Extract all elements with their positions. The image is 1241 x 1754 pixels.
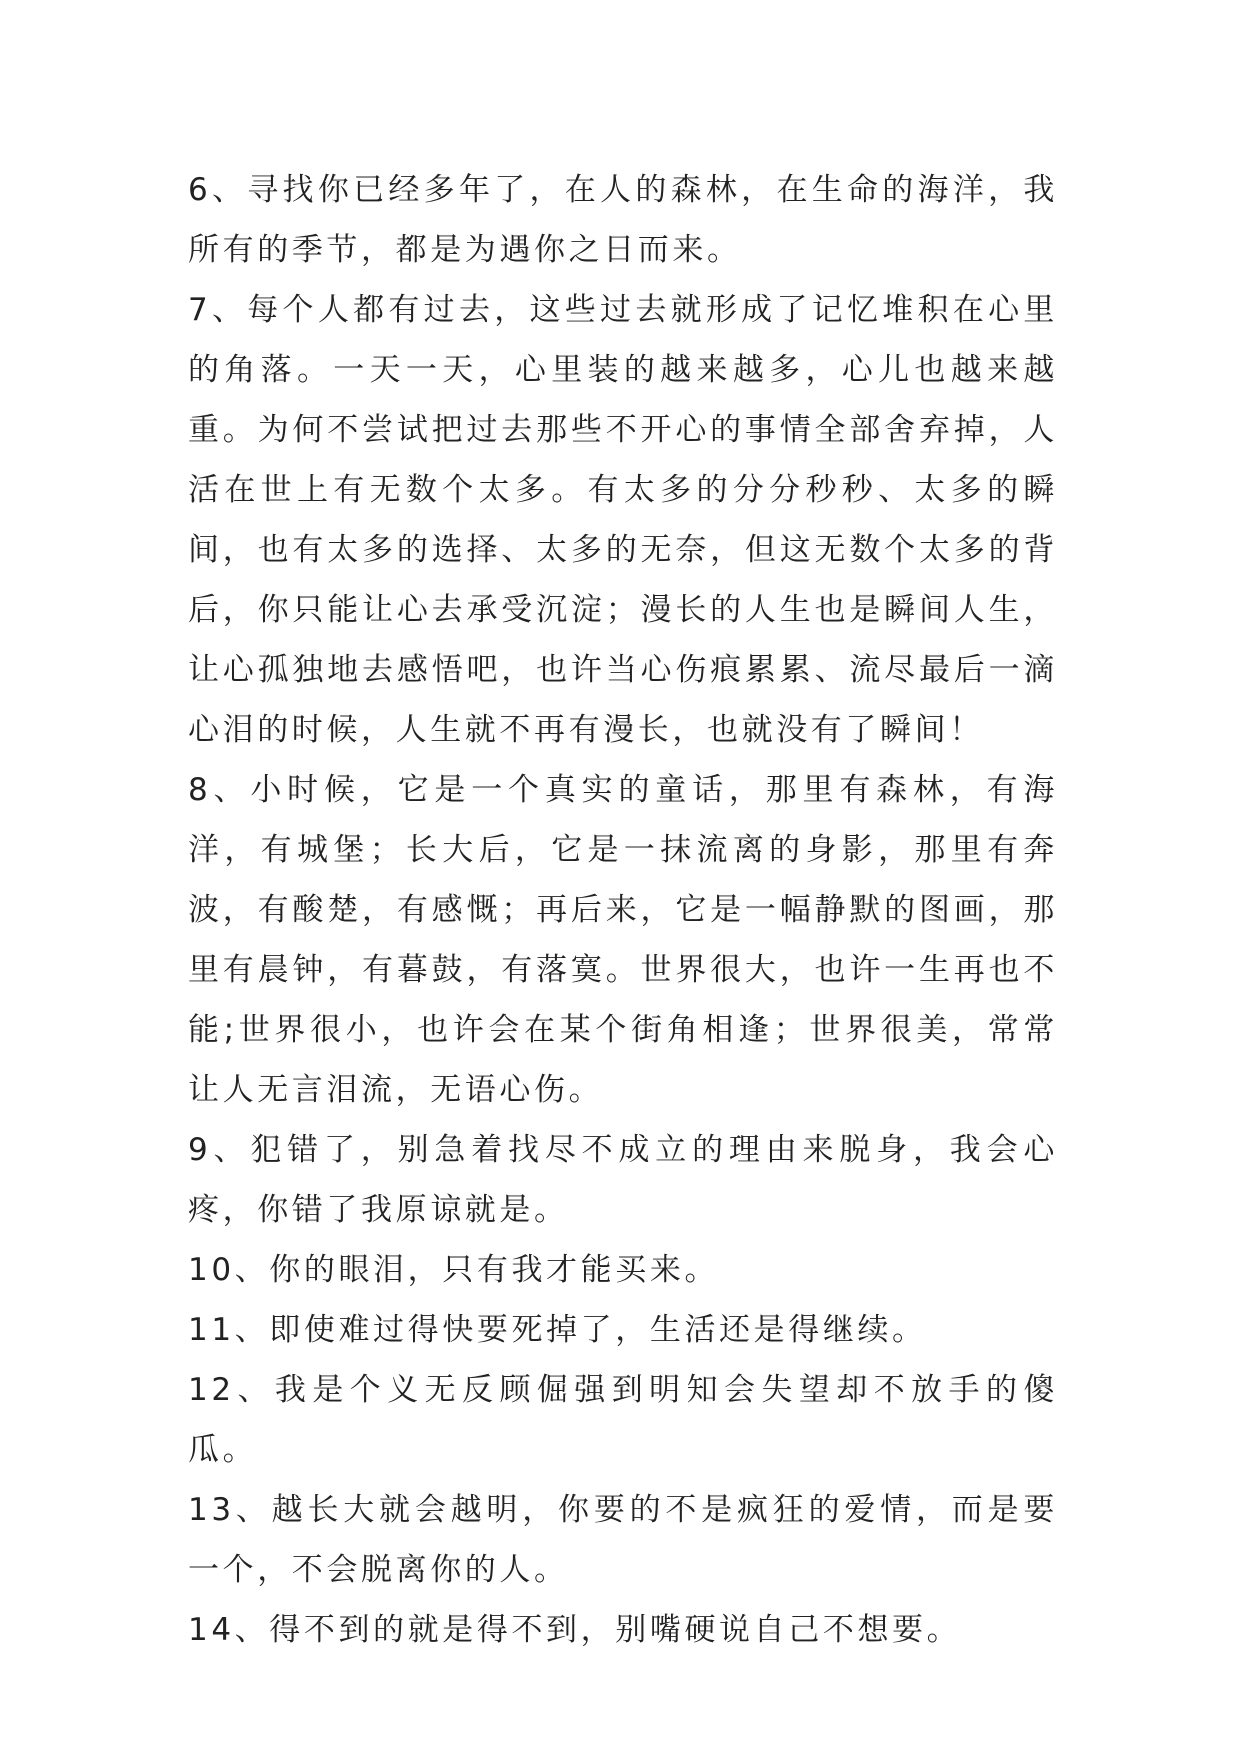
paragraph-12: 12、我是个义无反顾倔强到明知会失望却不放手的傻瓜。 <box>188 1372 1058 1468</box>
paragraph-10: 10、你的眼泪，只有我才能买来。 <box>188 1252 720 1288</box>
paragraph-13: 13、越长大就会越明，你要的不是疯狂的爱情，而是要一个，不会脱离你的人。 <box>188 1492 1058 1588</box>
document-body <box>188 160 1058 1660</box>
paragraph-14: 14、得不到的就是得不到，别嘴硬说自己不想要。 <box>188 1612 962 1648</box>
paragraph-6: 6、寻找你已经多年了，在人的森林，在生命的海洋，我所有的季节，都是为遇你之日而来。 <box>188 172 1058 268</box>
paragraph-11: 11、即使难过得快要死掉了，生活还是得继续。 <box>188 1312 927 1348</box>
paragraph-7: 7、每个人都有过去，这些过去就形成了记忆堆积在心里的角落。一天一天，心里装的越来越多，心儿也越来越重。为何不尝试把过去那些不开心的事情全部舍弃掉，人活在世上有无数个太多。有太多的分分秒秒、太多的瞬间，也有太多的选择、太多的无奈，但这无数个太多的背后，你只能让心去承受沉淀；漫长的人生也是瞬间人生，让心孤独地去感悟吧，也许当心伤痕累累、流尽最后一滴心泪的时候，人生就不再有漫长，也就没有了瞬间！ <box>188 292 1058 748</box>
paragraph-9: 9、犯错了，别急着找尽不成立的理由来脱身，我会心疼，你错了我原谅就是。 <box>188 1132 1058 1228</box>
paragraph-8: 8、小时候，它是一个真实的童话，那里有森林，有海洋，有城堡；长大后，它是一抹流离的身影，那里有奔波，有酸楚，有感慨；再后来，它是一幅静默的图画，那里有晨钟，有暮鼓，有落寞。世界很大，也许一生再也不能;世界很小，也许会在某个街角相逢；世界很美，常常让人无言泪流，无语心伤。 <box>188 772 1058 1108</box>
